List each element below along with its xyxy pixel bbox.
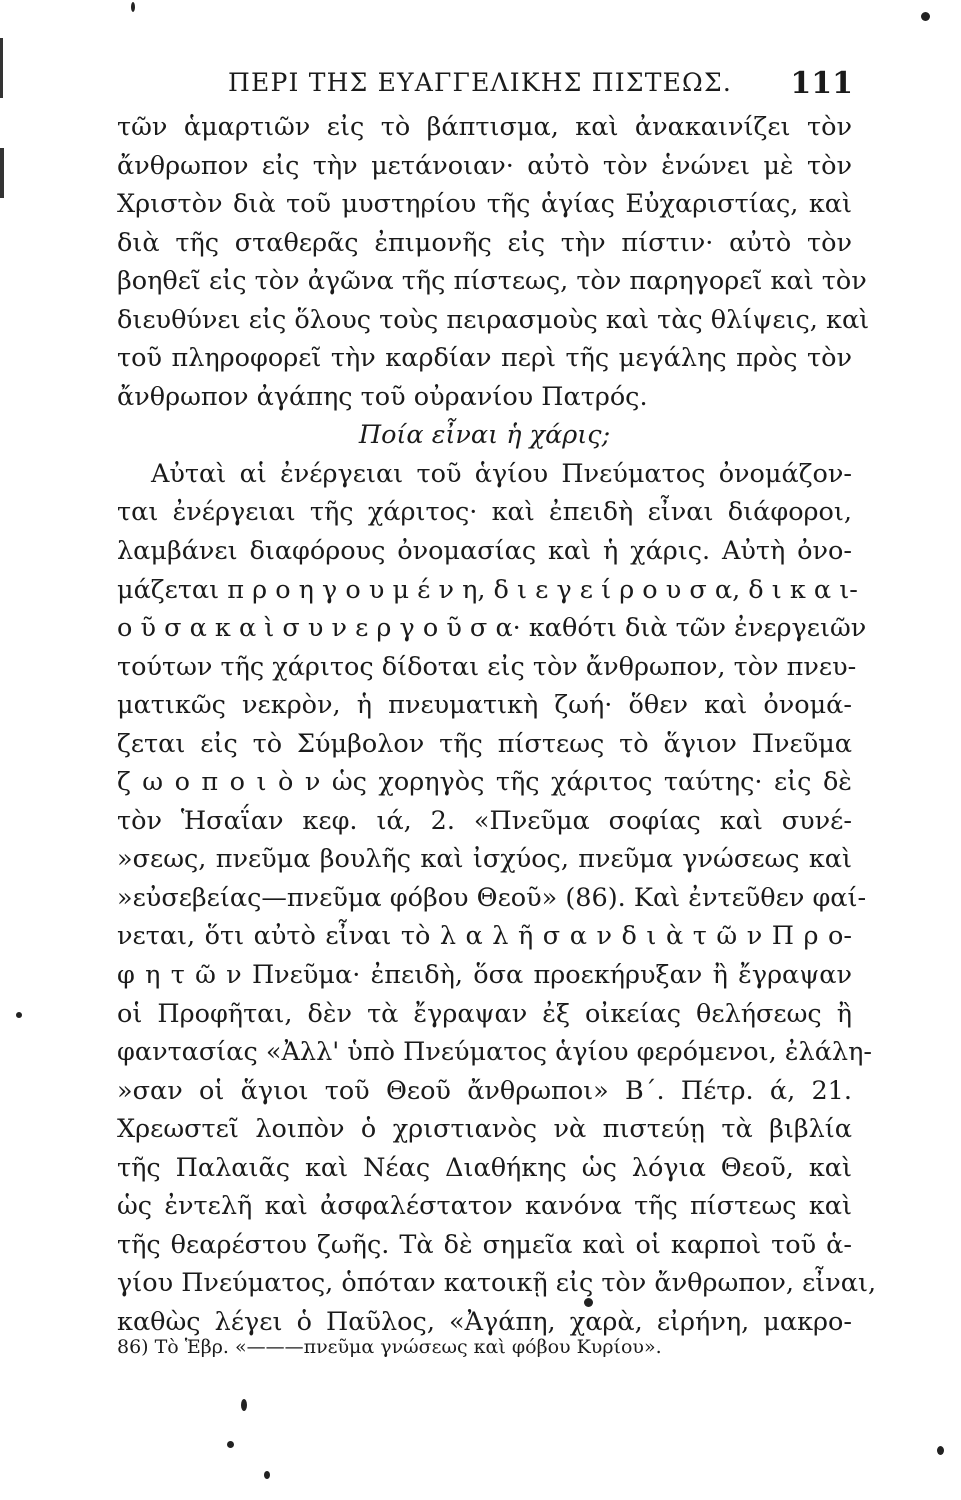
text-line: φ η τ ῶ ν Πνεῦμα· ἐπειδὴ, ὅσα προεκήρυξαν ἢ ἔγραψαν [117, 960, 852, 991]
text-line: διὰ τῆς σταθερᾶς ἐπιμονῆς εἰς τὴν πίστιν· αὐτὸ τὸν [117, 227, 852, 258]
text-line: τὸν Ἡσαΐαν κεφ. ιά, 2. «Πνεῦμα σοφίας καὶ συνέ- [117, 805, 852, 836]
scan-speck [264, 1471, 270, 1479]
text-line: οἱ Προφῆται, δὲν τὰ ἔγραψαν ἐξ οἰκείας θελήσεως ἢ [117, 998, 852, 1029]
text-line: μάζεται π ρ ο η γ ο υ μ έ ν η, δ ι ε γ ε ί ρ ο υ σ α, δ ι κ α ι- [117, 574, 858, 605]
text-line: ματικῶς νεκρὸν, ἡ πνευματικὴ ζωή· ὅθεν καὶ ὀνομά- [117, 690, 852, 721]
page-number: 111 [790, 66, 853, 101]
text-line: Χριστὸν διὰ τοῦ μυστηρίου τῆς ἁγίας Εὐχαριστίας, καὶ [117, 189, 852, 220]
text-line: τούτων τῆς χάριτος δίδοται εἰς τὸν ἄνθρωπον, τὸν πνευ- [117, 651, 857, 682]
scan-edge-mark [0, 38, 3, 98]
text-line: ὡς ἐντελῆ καὶ ἀσφαλέστατον κανόνα τῆς πίστεως καὶ [117, 1191, 852, 1222]
body-text [117, 108, 877, 1342]
scan-edge-mark [0, 148, 4, 198]
text-line: διευθύνει εἰς ὅλους τοὺς πειρασμοὺς καὶ τὰς θλίψεις, καὶ [117, 304, 870, 335]
text-line: τῶν ἁμαρτιῶν εἰς τὸ βάπτισμα, καὶ ἀνακαινίζει τὸν [117, 112, 852, 142]
text-line: τῆς Παλαιᾶς καὶ Νέας Διαθήκης ὡς λόγια Θεοῦ, καὶ [117, 1152, 852, 1183]
text-line: ται ἐνέργειαι τῆς χάριτος· καὶ ἐπειδὴ εἶναι διάφοροι, [117, 497, 852, 528]
text-line: γίου Πνεύματος, ὁπόταν κατοικῇ εἰς τὸν ἄνθρωπον, εἶναι, [117, 1268, 877, 1299]
section-heading: Ποία εἶναι ἡ χάρις; [358, 420, 611, 451]
text-line: τοῦ πληροφορεῖ τὴν καρδίαν περὶ τῆς μεγάλης πρὸς τὸν [117, 343, 852, 374]
running-title: ΠΕΡΙ ΤΗΣ ΕΥΑΓΓΕΛΙΚΗΣ ΠΙΣΤΕΩΣ. [228, 68, 733, 97]
text-line: ἄνθρωπον ἀγάπης τοῦ οὐρανίου Πατρός. [117, 381, 648, 412]
scan-speck [241, 1399, 247, 1411]
scan-speck [921, 12, 930, 21]
text-line: Χρεωστεῖ λοιπὸν ὁ χριστιανὸς νὰ πιστεύῃ τὰ βιβλία [117, 1114, 852, 1145]
scan-speck [16, 1012, 22, 1018]
text-line: βοηθεῖ εἰς τὸν ἀγῶνα τῆς πίστεως, τὸν παρηγορεῖ καὶ τὸν [117, 266, 867, 297]
text-line: ο ῦ σ α κ α ὶ σ υ ν ε ρ γ ο ῦ σ α· καθότι διὰ τῶν ἐνεργειῶν [117, 613, 867, 644]
text-line: ἄνθρωπον εἰς τὴν μετάνοιαν· αὐτὸ τὸν ἑνώνει μὲ τὸν [117, 150, 852, 181]
scan-speck [584, 1298, 593, 1307]
text-line: »σεως, πνεῦμα βουλῆς καὶ ἰσχύος, πνεῦμα γνώσεως καὶ [117, 844, 852, 875]
scan-speck [227, 1441, 234, 1448]
text-line: λαμβάνει διαφόρους ὀνομασίας καὶ ἡ χάρις. Αὐτὴ ὀνο- [117, 536, 852, 567]
text-line: Αὐταὶ αἱ ἐνέργειαι τοῦ ἁγίου Πνεύματος ὀνομάζον- [151, 458, 852, 489]
text-line: νεται, ὅτι αὐτὸ εἶναι τὸ λ α λ ῆ σ α ν δ ι ὰ τ ῶ ν Π ρ ο- [117, 921, 852, 952]
page-header [228, 66, 853, 110]
scan-speck [937, 1446, 944, 1455]
text-line: »εὐσεβείας—πνεῦμα φόβου Θεοῦ» (86). Καὶ ἐντεῦθεν φαί- [117, 882, 867, 913]
text-line: ζ ω ο π ο ι ὸ ν ὡς χορηγὸς τῆς χάριτος ταύτης· εἰς δὲ [117, 767, 852, 798]
footnote: 86) Τὸ Ἑβρ. «———πνεῦμα γνώσεως καὶ φόβου Κυρίου». [117, 1336, 662, 1358]
text-line: ζεται εἰς τὸ Σύμβολον τῆς πίστεως τὸ ἅγιον Πνεῦμα [117, 728, 852, 759]
text-line: φαντασίας «Ἀλλ' ὑπὸ Πνεύματος ἁγίου φερόμενοι, ἐλάλη- [117, 1037, 872, 1068]
text-line: »σαν οἱ ἅγιοι τοῦ Θεοῦ ἄνθρωποι» Β΄. Πέτρ. ά, 21. [117, 1075, 852, 1106]
scan-speck [131, 2, 135, 12]
text-line: καθὼς λέγει ὁ Παῦλος, «Ἀγάπη, χαρὰ, εἰρήνη, μακρο- [117, 1306, 852, 1337]
text-line: τῆς θεαρέστου ζωῆς. Τὰ δὲ σημεῖα καὶ οἱ καρποὶ τοῦ ἁ- [117, 1229, 852, 1260]
